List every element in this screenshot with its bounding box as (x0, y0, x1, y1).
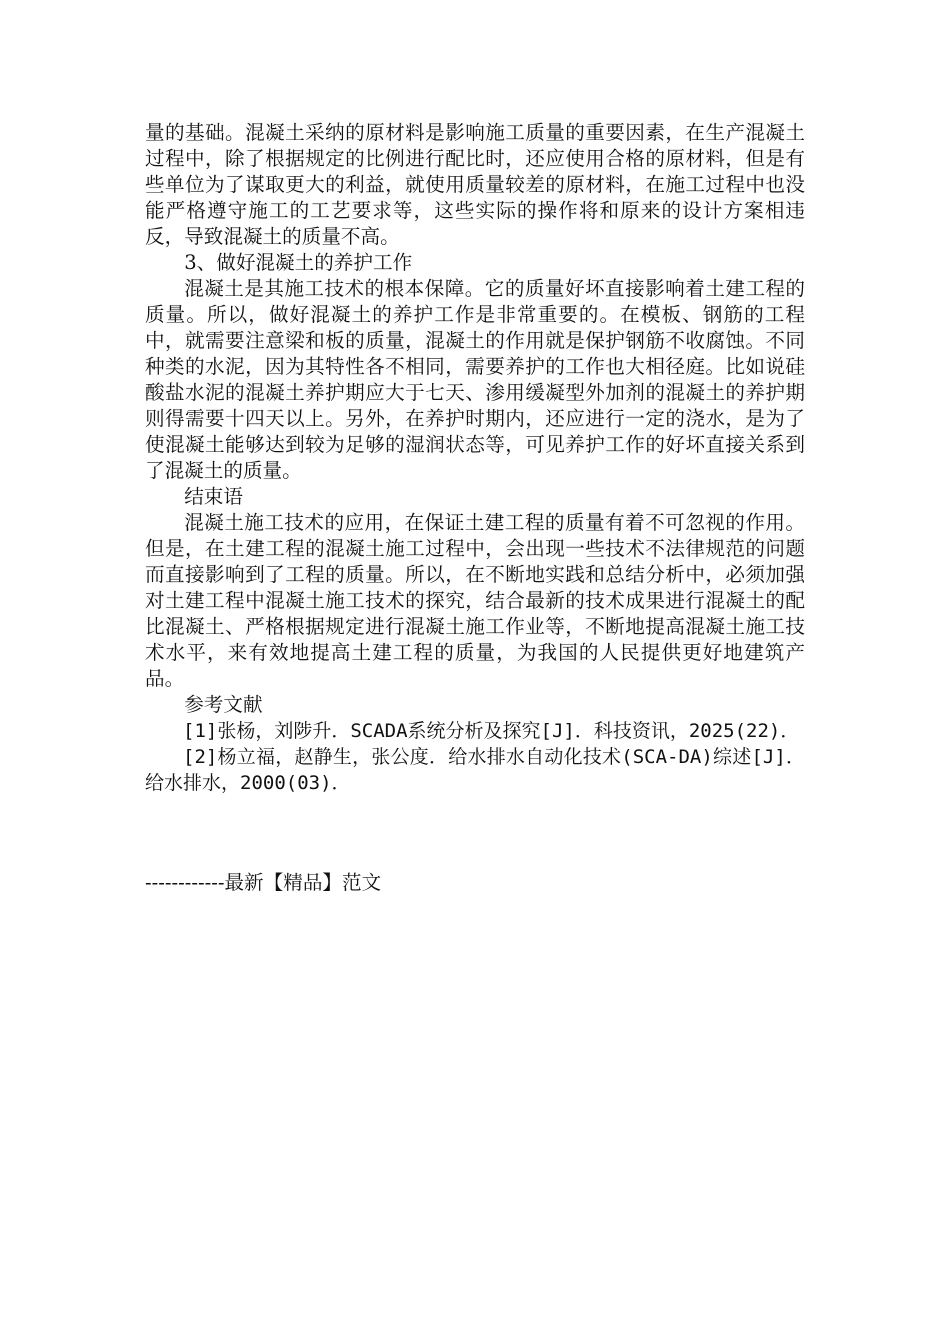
reference-item-1: [1]张杨，刘陟升．SCADA系统分析及探究[J]．科技资讯，2025(22)． (183, 720, 800, 742)
paragraph-material-quality: 量的基础。混凝土采纳的原材料是影响施工质量的重要因素，在生产混凝土过程中，除了根据规定的比例进行配比时，还应使用合格的原材料，但是有些单位为了谋取更大的利益，就使用质量较差的原材料，在施工过程中也没能严格遵守施工的工艺要求等，这些实际的操作将和原来的设计方案相违反，导致混凝土的质量不高。 (145, 121, 805, 248)
section-heading-curing: 3、做好混凝土的养护工作 (184, 251, 413, 274)
footer-tagline: ------------最新【精品】范文 (145, 871, 382, 894)
paragraph-curing: 混凝土是其施工技术的根本保障。它的质量好坏直接影响着土建工程的质量。所以，做好混凝土的养护工作是非常重要的。在模板、钢筋的工程中，就需要注意梁和板的质量，混凝土的作用就是保护钢筋不收腐蚀。不同种类的水泥，因为其特性各不相同，需要养护的工作也大相径庭。比如说硅酸盐水泥的混凝土养护期应大于七天、渗用缓凝型外加剂的混凝土的养护期则得需要十四天以上。另外，在养护时期内，还应进行一定的浇水，是为了使混凝土能够达到较为足够的湿润状态等，可见养护工作的好坏直接关系到了混凝土的质量。 (145, 277, 805, 482)
reference-item-2: [2]杨立福，赵静生，张公度．给水排水自动化技术(SCA-DA)综述[J]．给水排水，2000(03)． (145, 746, 805, 794)
paragraph-conclusion: 混凝土施工技术的应用，在保证土建工程的质量有着不可忽视的作用。但是，在土建工程的混凝土施工过程中，会出现一些技术不法律规范的问题而直接影响到了工程的质量。所以，在不断地实践和总结分析中，必须加强对土建工程中混凝土施工技术的探究，结合最新的技术成果进行混凝土的配比混凝土、严格根据规定进行混凝土施工作业等，不断地提高混凝土施工技术水平，来有效地提高土建工程的质量，为我国的人民提供更好地建筑产品。 (145, 511, 805, 690)
section-heading-conclusion: 结束语 (184, 485, 243, 508)
document-body (145, 120, 805, 796)
section-heading-references: 参考文献 (184, 693, 263, 716)
